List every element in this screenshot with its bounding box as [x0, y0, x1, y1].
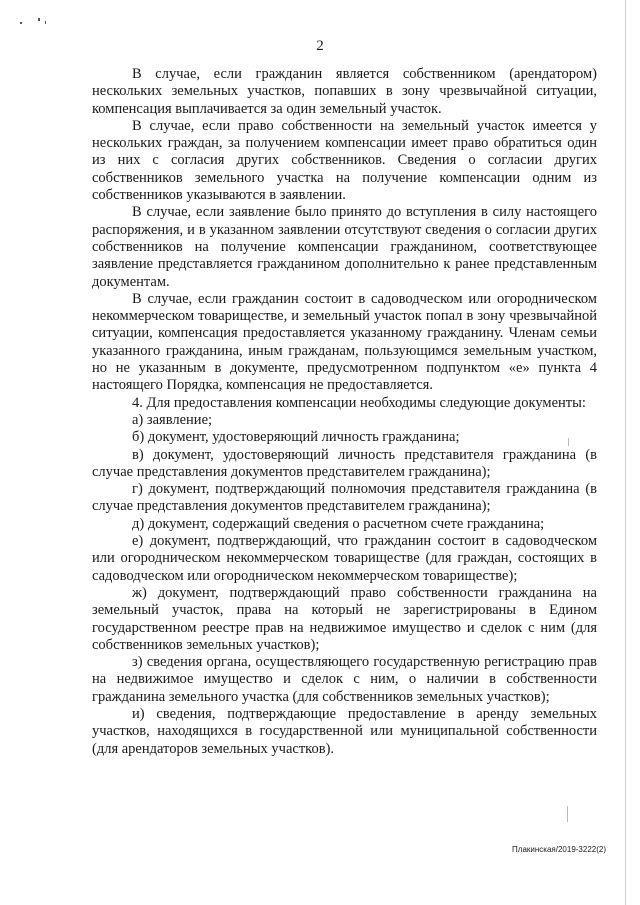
page-number: 2	[316, 38, 324, 54]
list-item: в) документ, удостоверяющий личность представителя гражданина (в случае представления документов представителем гражданина);	[92, 446, 597, 480]
scan-speck	[45, 21, 46, 24]
paragraph: В случае, если гражданин состоит в садоводческом или огородническом некоммерческом товариществе, и земельный участок попал в зону чрезвычайной ситуации, компенсация предоставляется указанному гражданину. Членам семьи указанного гражданина, иным гражданам, пользующимся земельным участком, но не указанным в документе, предусмотренном подпунктом «е» пункта 4 настоящего Порядка, компенсация не предоставляется.	[92, 290, 597, 394]
list-item: и) сведения, подтверждающие предоставление в аренду земельных участков, находящихся в государственной или муниципальной собственности (для арендаторов земельных участков).	[92, 705, 597, 757]
list-item: а) заявление;	[132, 411, 213, 428]
page-edge-line	[625, 0, 626, 905]
scan-speck	[567, 806, 568, 822]
list-item: г) документ, подтверждающий полномочия представителя гражданина (в случае представления документов представителем гражданина);	[92, 481, 597, 515]
scan-speck	[20, 22, 22, 24]
list-item: б) документ, удостоверяющий личность гражданина;	[132, 429, 460, 446]
document-body	[92, 66, 597, 758]
document-code: Плакинская/2019-3222(2)	[512, 845, 606, 854]
paragraph: В случае, если гражданин является собственником (арендатором) нескольких земельных участков, попавших в зону чрезвычайной ситуации, компенсация выплачивается за один земельный участок.	[92, 66, 597, 117]
paragraph: В случае, если право собственности на земельный участок имеется у нескольких граждан, за получением компенсации имеет право обратиться один из них с согласия других собственников. Сведения о согласии других собственников земельного участка на получение компенсации одним из собственников указываются в заявлении.	[92, 117, 597, 204]
list-item: е) документ, подтверждающий, что гражданин состоит в садоводческом или огородническом некоммерческом товариществе (для граждан, состоящих в садоводческом или огородническом некоммерческом товариществе);	[92, 533, 597, 584]
scan-speck	[38, 18, 40, 21]
list-item: з) сведения органа, осуществляющего государственную регистрацию прав на недвижимое имущество и сделок с ним, о наличии в собственности гражданина земельного участка (для собственников земельных участков);	[92, 654, 597, 705]
paragraph: В случае, если заявление было принято до вступления в силу настоящего распоряжения, и в указанном заявлении отсутствуют сведения о согласии других собственников на получение компенсации гражданином, соответствующее заявление представляется гражданином дополнительно к ранее представленным документам.	[92, 204, 597, 290]
list-item: д) документ, содержащий сведения о расчетном счете гражданина;	[132, 515, 545, 532]
paragraph: 4. Для предоставления компенсации необходимы следующие документы:	[132, 394, 586, 411]
list-item: ж) документ, подтверждающий право собственности гражданина на земельный участок, права на который не зарегистрированы в Едином государственном реестре прав на недвижимое имущество и сделок с ним (для собственников земельных участков);	[92, 584, 597, 653]
